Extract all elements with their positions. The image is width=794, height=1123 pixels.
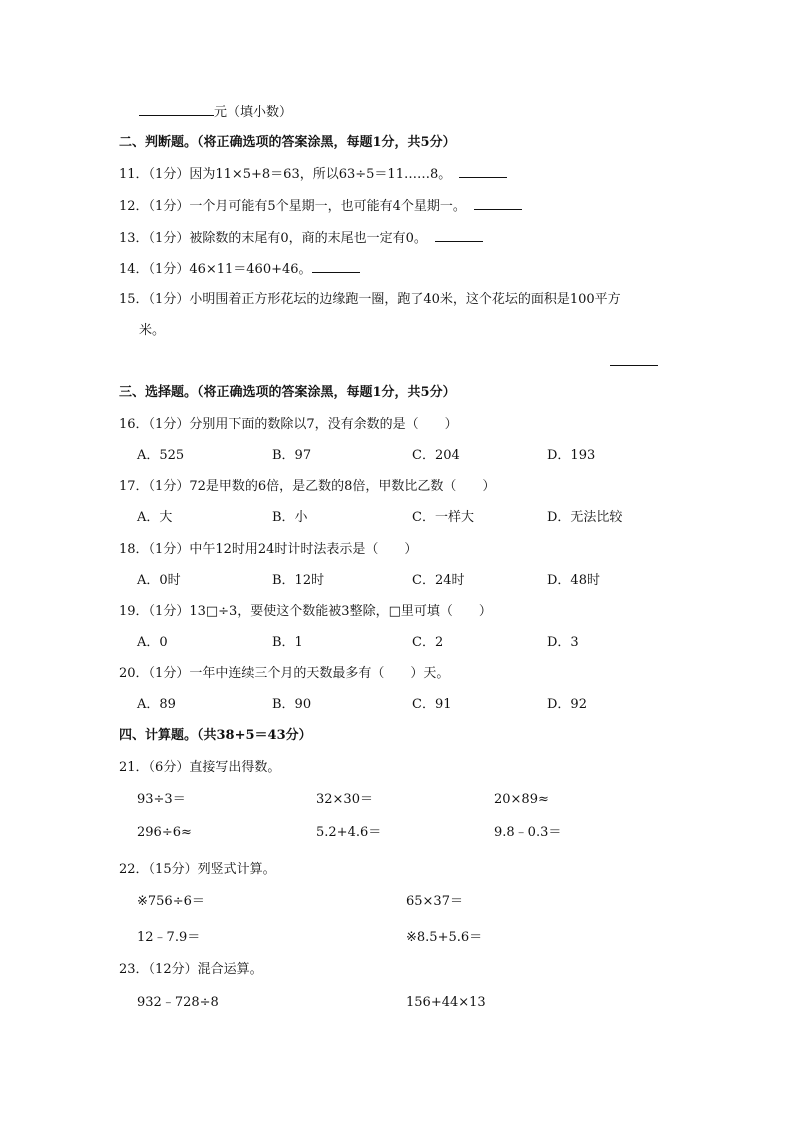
q22-item: 12﹣7.9＝ <box>137 930 201 945</box>
answer-blank-11[interactable] <box>459 165 507 178</box>
question-12-text: 12．（1分）一个月可能有5个星期一，也可能有4个星期一。 <box>119 199 466 214</box>
question-20-option-c[interactable]: C．91 <box>412 697 452 712</box>
question-11-text: 11．（1分）因为11×5+8＝63，所以63÷5＝11……8。 <box>119 167 452 182</box>
question-16-option-b[interactable]: B．97 <box>272 448 312 463</box>
question-16-option-d[interactable]: D．193 <box>547 448 596 463</box>
question-15-answer <box>610 353 658 372</box>
answer-blank[interactable] <box>139 103 214 116</box>
question-20-option-b[interactable]: B．90 <box>272 697 312 712</box>
question-21: 21．（6分）直接写出得数。 <box>119 760 281 775</box>
question-23: 23．（12分）混合运算。 <box>119 962 263 977</box>
q22-item: ※8.5+5.6＝ <box>406 930 483 945</box>
question-19: 19．（1分）13□÷3，要使这个数能被3整除，□里可填（ ） <box>119 604 492 619</box>
question-20: 20．（1分）一年中连续三个月的天数最多有（ ）天。 <box>119 666 450 681</box>
question-17-option-d[interactable]: D．无法比较 <box>547 510 623 525</box>
q23-item: 156+44×13 <box>406 995 486 1010</box>
q22-item: ※756÷6＝ <box>137 894 205 909</box>
q22-item: 65×37＝ <box>406 894 463 909</box>
question-16-option-c[interactable]: C．204 <box>412 448 460 463</box>
q21-item: 93÷3＝ <box>137 792 186 807</box>
question-17-option-a[interactable]: A．大 <box>137 510 173 525</box>
question-18-option-d[interactable]: D．48时 <box>547 573 600 588</box>
question-19-option-d[interactable]: D．3 <box>547 635 579 650</box>
question-14 <box>119 260 360 279</box>
q21-item: 20×89≈ <box>494 792 549 807</box>
section-3-header: 三、选择题。（将正确选项的答案涂黑，每题1分，共5分） <box>119 385 456 400</box>
section-2-header: 二、判断题。（将正确选项的答案涂黑，每题1分，共5分） <box>119 135 456 150</box>
question-17-option-b[interactable]: B．小 <box>272 510 308 525</box>
question-13 <box>119 229 483 248</box>
answer-blank-15[interactable] <box>610 353 658 366</box>
answer-blank-13[interactable] <box>435 229 483 242</box>
question-12 <box>119 197 522 216</box>
question-20-option-a[interactable]: A．89 <box>137 697 176 712</box>
question-18-option-b[interactable]: B．12时 <box>272 573 325 588</box>
question-19-option-a[interactable]: A．0 <box>137 635 168 650</box>
question-18: 18．（1分）中午12时用24时计时法表示是（ ） <box>119 542 418 557</box>
answer-blank-14[interactable] <box>312 260 360 273</box>
question-19-option-c[interactable]: C．2 <box>412 635 444 650</box>
question-18-option-c[interactable]: C．24时 <box>412 573 465 588</box>
section-4-header: 四、计算题。（共38+5＝43分） <box>119 728 312 743</box>
q21-item: 296÷6≈ <box>137 825 192 840</box>
q21-item: 32×30＝ <box>316 792 373 807</box>
question-15-text: 15．（1分）小明围着正方形花坛的边缘跑一圈，跑了40米，这个花坛的面积是100平方 <box>119 292 621 307</box>
question-18-option-a[interactable]: A．0时 <box>137 573 181 588</box>
question-20-option-d[interactable]: D．92 <box>547 697 587 712</box>
question-17: 17．（1分）72是甲数的6倍，是乙数的8倍，甲数比乙数（ ） <box>119 479 496 494</box>
answer-blank-12[interactable] <box>474 197 522 210</box>
question-15-line2: 米。 <box>139 323 166 338</box>
question-14-text: 14．（1分）46×11＝460+46。 <box>119 262 312 277</box>
q21-item: 5.2+4.6＝ <box>316 825 382 840</box>
question-15 <box>119 291 621 309</box>
question-17-option-c[interactable]: C．一样大 <box>412 510 474 525</box>
q21-item: 9.8﹣0.3＝ <box>494 825 562 840</box>
question-16: 16．（1分）分别用下面的数除以7，没有余数的是（ ） <box>119 417 458 432</box>
fill-blank-suffix: 元（填小数） <box>214 105 293 120</box>
question-16-option-a[interactable]: A．525 <box>137 448 185 463</box>
question-13-text: 13．（1分）被除数的末尾有0，商的末尾也一定有0。 <box>119 231 427 246</box>
question-22: 22．（15分）列竖式计算。 <box>119 862 276 877</box>
question-11 <box>119 165 507 184</box>
question-19-option-b[interactable]: B．1 <box>272 635 303 650</box>
q23-item: 932﹣728÷8 <box>137 995 219 1010</box>
fill-blank-line <box>139 103 292 122</box>
